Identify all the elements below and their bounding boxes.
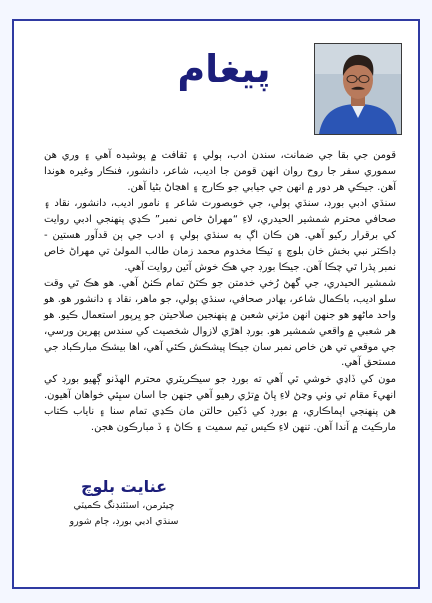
header (14, 21, 418, 121)
signature-name: عنايت بلوچ (80, 477, 168, 496)
author-photo (314, 43, 402, 135)
paragraph: مون کي ڏاڍي خوشي ٿي آهي ته بورڊ جو سيڪريٽري محترم الهڏنو ڳهيو بورڊ کي انهيءَ مقام تي وٺي وڃڻ لاءِ ڀاڻ ۾تڙي رهيو آهي جنهن جا اسان سڀئي خواهان آهيون. هن پنهنجي اپماڪاري، ۾ بورڊ کي ڏکين حالتن مان ڪڍي تمام سنا ۽ ناياب ڪتاب مارڪيٽ ۾ آندا آهن. تنهن لاءِ ڪيس ٽيم سميت ۽ ڪاڻ ۽ ڏ مبارڪون هجن. (44, 374, 396, 433)
signature-org: سنڌي ادبي بورڊ، ڄام شورو (69, 516, 179, 527)
page-title: پيغام (177, 47, 271, 91)
message-body (44, 148, 396, 436)
author-photo-image (315, 44, 401, 134)
page-frame (12, 19, 420, 589)
paragraph: سنڌي ادبي بورڊ، سنڌي ٻولي، جي خوبصورت شاعر ۽ نامور اديب، دانشور، نقاد ۽ صحافي محترم شمشير الحيدري، لاءِ “مهراڻ خاص نمبر” ڪڍي پنهنجي ادبي روايت کي برقرار رکيو آهي. هن ڪان اڳ به سنڌي ٻولي ۽ ادب جي ٻن قدآور هستين - ڊاڪٽر نبي بخش خان بلوچ ۽ ٽيڪا مخدوم محمد زمان طالب المولیٰ تي مهراڻ خاص نمبر پڌرا ٿي چڪا آهن. جيڪا بورڊ جي هڪ خوش آئين روايت آهي. (44, 198, 396, 273)
paragraph: شمشير الحيدري، جي گهڻ رُخي خدمتن جو ڪٿڻ تمام ڪٺڻ آهي. هو هڪ ٿي وقت سلو اديب، باڪمال شاعر، بهادر صحافي، سنڌي ٻولي، جو ماهر، نقاد ۽ دانشور هو. هو واحد ماڻهو هو جنهن انهن مڙني شعبن ۾ پنهنجين صلاحيتن جو ڀرپور استعمال ڪيو. هو هر شعبي ۾ واقعي شمشير هو. بورڊ اهڙي لازوال شخصيت کي سندس پهرين ورسي، جي موقعي تي هن خاص نمبر سان جيڪا پيشڪش ڪئي آهي، اها بيشڪ مبارڪباد جي مستحق آهي. (44, 278, 396, 369)
signature-block (54, 476, 194, 530)
signature-role: چيئرمن، اسٽئنڊنگ ڪميٽي (73, 500, 175, 511)
paragraph: قومن جي بقا جي ضمانت، سندن ادب، ٻولي ۽ ثقافت ۾ پوشيده آهي ۽ وري هن سموري سفر جا روح روان انهن قومن جا اديب، شاعر، دانشور، فنڪار وغيره هوندا آهن. جيڪي هر دور ۾ انهن جي جيابي جو ڪارج ۽ اهڃاڻ بڻيا آهن. (44, 150, 396, 193)
